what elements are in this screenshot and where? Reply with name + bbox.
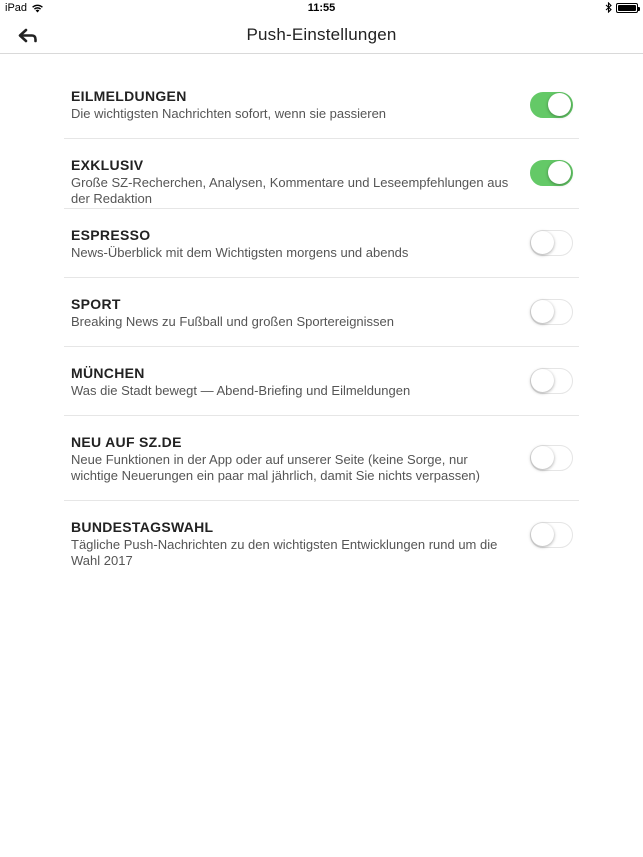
setting-description: Tägliche Push-Nachrichten zu den wichtigsten Entwicklungen rund um die Wahl 2017 bbox=[71, 537, 498, 568]
setting-description: Neue Funktionen in der App oder auf unserer Seite (keine Sorge, nur wichtige Neuerungen ein paar mal jährlich, damit Sie nichts verpassen) bbox=[71, 452, 480, 483]
toggle-sport[interactable] bbox=[530, 299, 573, 325]
battery-icon bbox=[616, 3, 638, 13]
toggle-neu-auf-sz-de[interactable] bbox=[530, 445, 573, 471]
setting-description: Die wichtigsten Nachrichten sofort, wenn sie passieren bbox=[71, 106, 387, 121]
setting-description: Was die Stadt bewegt — Abend-Briefing und Eilmeldungen bbox=[71, 383, 411, 398]
status-right bbox=[605, 2, 638, 13]
setting-description: Große SZ-Recherchen, Analysen, Kommentare und Leseempfehlungen aus der Redaktion bbox=[71, 175, 509, 206]
setting-row-bundestagswahl bbox=[64, 501, 579, 571]
toggle-bundestagswahl[interactable] bbox=[530, 522, 573, 548]
page-title: Push-Einstellungen bbox=[246, 25, 397, 44]
setting-row-eilmeldungen bbox=[64, 70, 579, 139]
setting-title: ESPRESSO bbox=[71, 227, 151, 243]
settings-list bbox=[64, 70, 579, 571]
setting-row-sport bbox=[64, 278, 579, 347]
setting-title: SPORT bbox=[71, 296, 121, 312]
status-bar bbox=[0, 0, 643, 18]
device-label: iPad bbox=[5, 2, 28, 14]
setting-title: MÜNCHEN bbox=[71, 365, 145, 381]
toggle-exklusiv[interactable] bbox=[530, 160, 573, 186]
setting-row-exklusiv bbox=[64, 139, 579, 209]
setting-row-espresso bbox=[64, 209, 579, 278]
setting-description: News-Überblick mit dem Wichtigsten morgens und abends bbox=[71, 245, 409, 260]
setting-description: Breaking News zu Fußball und großen Sportereignissen bbox=[71, 314, 395, 329]
setting-title: BUNDESTAGSWAHL bbox=[71, 519, 214, 535]
status-time: 11:55 bbox=[307, 2, 336, 14]
toggle-eilmeldungen[interactable] bbox=[530, 92, 573, 118]
navigation-bar bbox=[0, 18, 643, 54]
setting-row-muenchen bbox=[64, 347, 579, 416]
setting-title: EXKLUSIV bbox=[71, 157, 144, 173]
setting-title: EILMELDUNGEN bbox=[71, 88, 187, 104]
toggle-espresso[interactable] bbox=[530, 230, 573, 256]
setting-row-neu-auf-sz-de bbox=[64, 416, 579, 501]
bluetooth-icon bbox=[605, 2, 612, 13]
toggle-muenchen[interactable] bbox=[530, 368, 573, 394]
setting-title: NEU AUF SZ.DE bbox=[71, 434, 182, 450]
